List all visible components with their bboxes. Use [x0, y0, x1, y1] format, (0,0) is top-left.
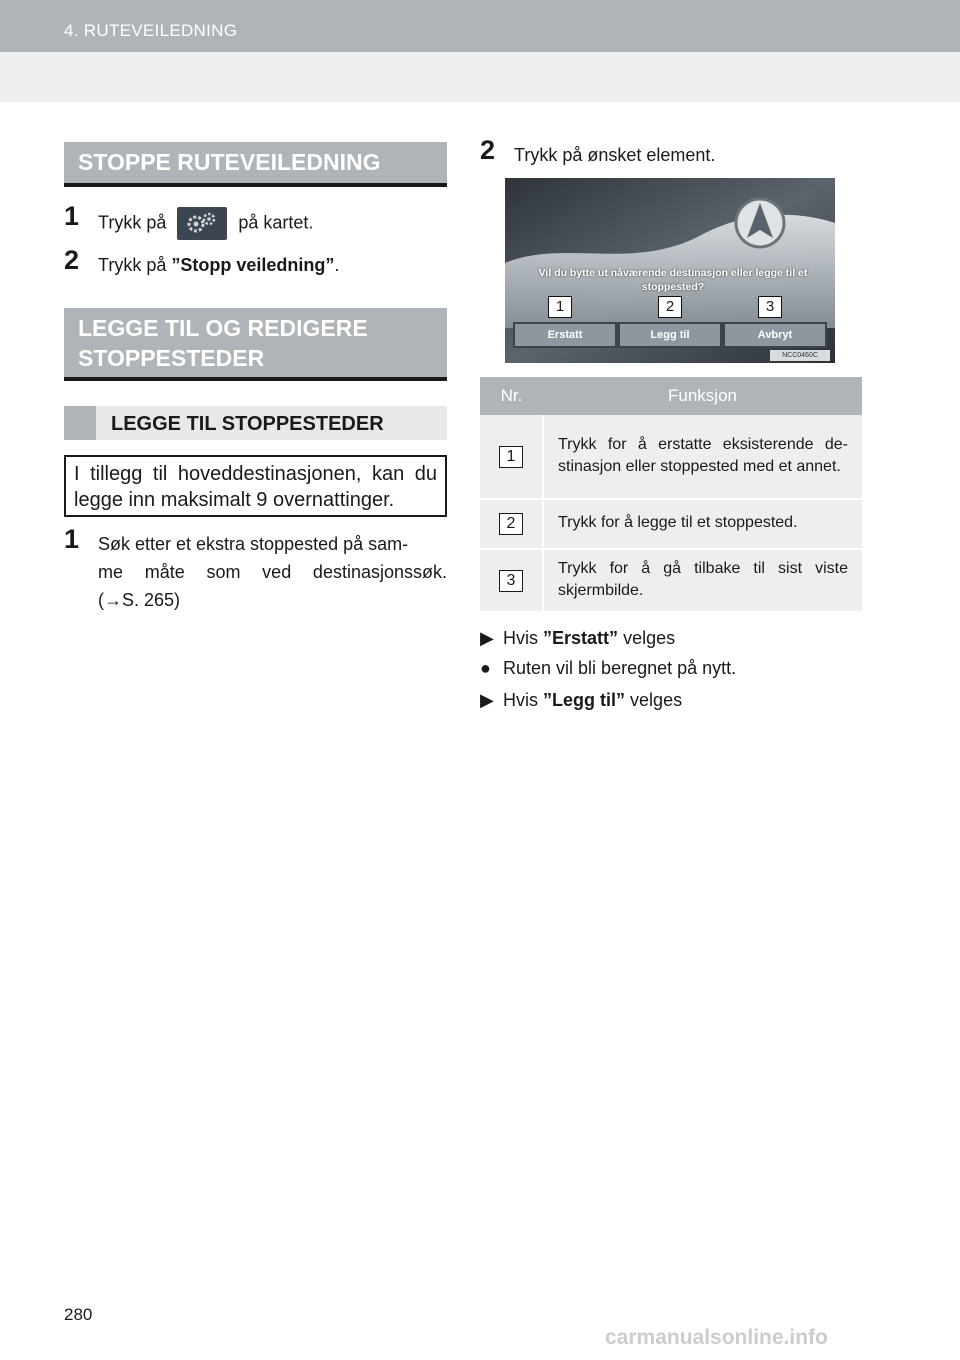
case-replace-note — [480, 656, 736, 680]
step-number: 1 — [64, 524, 80, 554]
stop-guidance-label: ”Stopp veiledning” — [171, 255, 335, 275]
replace-button[interactable]: Erstatt — [547, 329, 583, 341]
case-text: Hvis — [503, 628, 539, 648]
section-title-line: STOPPESTEDER — [78, 345, 265, 371]
gear-icon — [177, 207, 227, 240]
screen-message: Vil du bytte ut nåværende destinasjon eller legge til et stoppested? — [538, 267, 808, 293]
step-text: Søk etter et ekstra stoppested på sam- — [98, 534, 409, 554]
callout-1: 1 — [548, 296, 572, 318]
chapter-title: 4. RUTEVEILEDNING — [64, 21, 238, 40]
function-table — [480, 377, 862, 611]
number-box: 1 — [499, 446, 523, 468]
number-box: 3 — [499, 570, 523, 592]
subsection-title-text: LEGGE TIL STOPPESTEDER — [111, 413, 384, 435]
chapter-subbar — [0, 52, 960, 102]
table-header-row — [480, 377, 862, 415]
screen-screenshot — [505, 178, 835, 363]
image-code: NCC0460C — [782, 352, 818, 359]
replace-label: ”Erstatt” — [543, 628, 619, 648]
add-button[interactable]: Legg til — [650, 329, 690, 341]
step-body — [98, 207, 313, 240]
table-row — [480, 415, 862, 499]
step-number: 1 — [64, 201, 80, 231]
step-text: Trykk på ønsket element. — [514, 145, 716, 165]
callout-3: 3 — [758, 296, 782, 318]
step-text: me måte som ved destinasjonssøk. — [98, 562, 447, 582]
table-cell-nr — [480, 499, 543, 549]
callout-2: 2 — [658, 296, 682, 318]
case-replace — [480, 626, 675, 650]
number-box: 2 — [499, 513, 523, 535]
watermark: carmanualsonline.info — [605, 1326, 828, 1349]
triangle-right-icon: ▶ — [480, 690, 494, 710]
table-header-function: Funksjon — [543, 377, 862, 415]
case-text: Hvis — [503, 690, 539, 710]
case-text: velges — [623, 628, 676, 648]
route-settings-icon — [177, 207, 227, 240]
table-row — [480, 549, 862, 611]
step-text: Trykk på — [98, 255, 167, 275]
step-number: 2 — [480, 135, 496, 165]
bullet-dot-icon: ● — [480, 658, 491, 678]
page-reference: (→S. 265) — [98, 590, 181, 610]
triangle-right-icon: ▶ — [480, 628, 494, 648]
case-text: velges — [630, 690, 683, 710]
cancel-button[interactable]: Avbryt — [757, 329, 793, 341]
table-cell-nr — [480, 415, 543, 499]
page-number: 280 — [64, 1305, 93, 1324]
info-note: I tillegg til hoveddestinasjonen, kan du legge inn maksimalt 9 overnattinger. — [64, 455, 447, 517]
chapter-bar — [0, 0, 960, 52]
table-cell-function: Trykk for å erstatte eksisterende de-stinasjon eller stoppested med et annet. — [543, 415, 862, 499]
section-title-text: STOPPE RUTEVEILEDNING — [78, 149, 381, 175]
table-cell-function: Trykk for å gå tilbake til sist viste skjermbilde. — [543, 549, 862, 611]
table-cell-nr — [480, 549, 543, 611]
case-add — [480, 688, 682, 712]
step-body — [98, 530, 447, 614]
subsection-tab — [64, 406, 96, 440]
table-cell-function: Trykk for å legge til et stoppested. — [543, 499, 862, 549]
section-title-line: LEGGE TIL OG REDIGERE — [78, 315, 368, 341]
section-title-stop-guidance — [64, 142, 447, 187]
step-text: . — [334, 255, 340, 275]
subsection-title-add-stops — [64, 406, 447, 440]
step-text: Trykk på — [98, 212, 167, 233]
add-label: ”Legg til” — [543, 690, 626, 710]
step-number: 2 — [64, 245, 80, 275]
step-text: på kartet. — [238, 212, 314, 233]
section-title-add-edit-stops — [64, 308, 447, 381]
table-row — [480, 499, 862, 549]
step-body — [98, 251, 339, 279]
note-text: Ruten vil bli beregnet på nytt. — [503, 658, 737, 678]
table-header-nr: Nr. — [480, 377, 543, 415]
